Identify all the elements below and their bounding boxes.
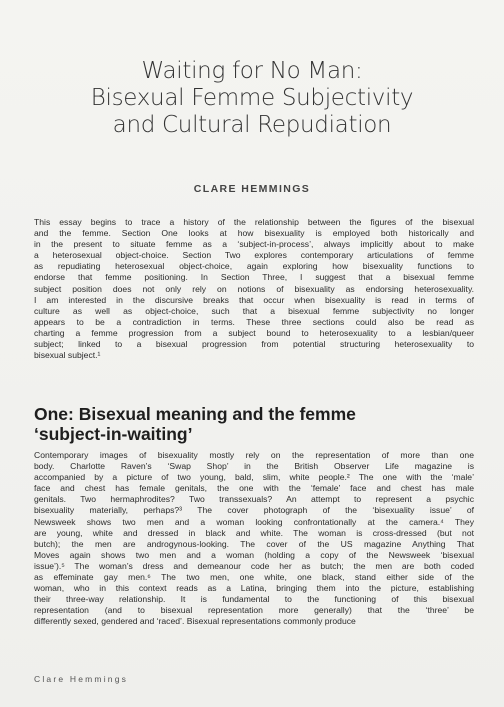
- article-title: [30, 58, 474, 139]
- text-line: subject position does not only rely on notions of bisexuality as endorsing heterosexuality.: [34, 283, 474, 294]
- text-line: genitals. Two hermaphrodites? Two transsexuals? An attempt to represent a psychic: [34, 494, 474, 505]
- text-line: appears to be a contradiction in terms. These three sections could also be read as: [34, 316, 474, 327]
- section-heading: [34, 404, 474, 444]
- text-line: bisexual subject.¹: [34, 350, 101, 361]
- text-line: a heterosexual object-choice. Section Two explores contemporary articulations of femme: [34, 250, 474, 261]
- text-line: and the femme. Section One looks at how bisexuality is employed both historically and: [34, 228, 474, 239]
- title-line: Waiting for No Man:: [141, 58, 363, 84]
- text-line: issue’).⁵ The woman’s dress and demeanour code her as butch; the men are both coded: [34, 560, 474, 571]
- text-line: I am interested in the discursive breaks that occur when bisexuality is read in terms of: [34, 294, 474, 305]
- text-line: subject; linked to a bisexual progression from potential structuring heterosexuality to: [34, 339, 474, 350]
- text-line: their three-way relationship. It is fundamental to the functioning of this bisexual: [34, 594, 474, 605]
- body-paragraph: [34, 450, 474, 628]
- text-line: culture as well as object-choice, such that a bisexual femme subjectivity no longer: [34, 305, 474, 316]
- text-line: accompanied by a picture of two young, bald, slim, white people.² The one with the ‘male’: [34, 472, 474, 483]
- text-line: as repudiating heterosexual object-choice, again exploring how bisexuality functions to: [34, 261, 474, 272]
- text-line: face and chest has female genitals, the one with the ‘female’ face and chest has male: [34, 483, 474, 494]
- heading-line: ‘subject-in-waiting’: [34, 424, 193, 444]
- text-line: body. Charlotte Raven’s ‘Swap Shop’ in the British Observer Life magazine is: [34, 461, 474, 472]
- text-line: representation (and to bisexual representation more generally) that the ‘three’ be: [34, 605, 474, 616]
- text-line: woman, who in this context reads as a Latina, bringing them into the picture, establishing: [34, 583, 474, 594]
- text-line: Contemporary images of bisexuality mostly rely on the representation of more than one: [34, 450, 474, 460]
- heading-line: One: Bisexual meaning and the femme: [34, 404, 356, 424]
- title-line: and Cultural Repudiation: [112, 112, 392, 138]
- text-line: endorse that femme positioning. In Section Three, I suggest that a bisexual femme: [34, 272, 474, 283]
- text-line: are young, white and dressed in black and white. The woman is cross-dressed (but not: [34, 527, 474, 538]
- running-footer: Clare Hemmings: [34, 674, 129, 684]
- text-line: charting a femme progression from a subject bound to heterosexuality to a lesbian/queer: [34, 327, 474, 338]
- text-line: bisexuality materially, perhaps?³ The cover photograph of the ‘bisexuality issue’ of: [34, 505, 474, 516]
- text-line: This essay begins to trace a history of the relationship between the figures of the bisexual: [34, 217, 474, 227]
- text-line: differently sexed, gendered and ‘raced’. Bisexual representations commonly produce: [34, 616, 356, 627]
- text-line: butch); the men are androgynous-looking. The cover of the US magazine Anything That: [34, 538, 474, 549]
- text-line: Newsweek shows two men and a woman looking confrontationally at the camera.⁴ They: [34, 516, 474, 527]
- author-name: CLARE HEMMINGS: [193, 183, 311, 195]
- text-line: as effeminate gay men.⁶ The two men, one white, one black, stand either side of the: [34, 572, 474, 583]
- text-line: Moves again shows two men and a woman (holding a copy of the Newsweek ‘bisexual: [34, 549, 474, 560]
- title-line: Bisexual Femme Subjectivity: [90, 85, 414, 111]
- text-line: in the present to situate femme as a ‘subject-in-process’, always implicitly about to make: [34, 239, 474, 250]
- abstract-paragraph: [34, 217, 474, 361]
